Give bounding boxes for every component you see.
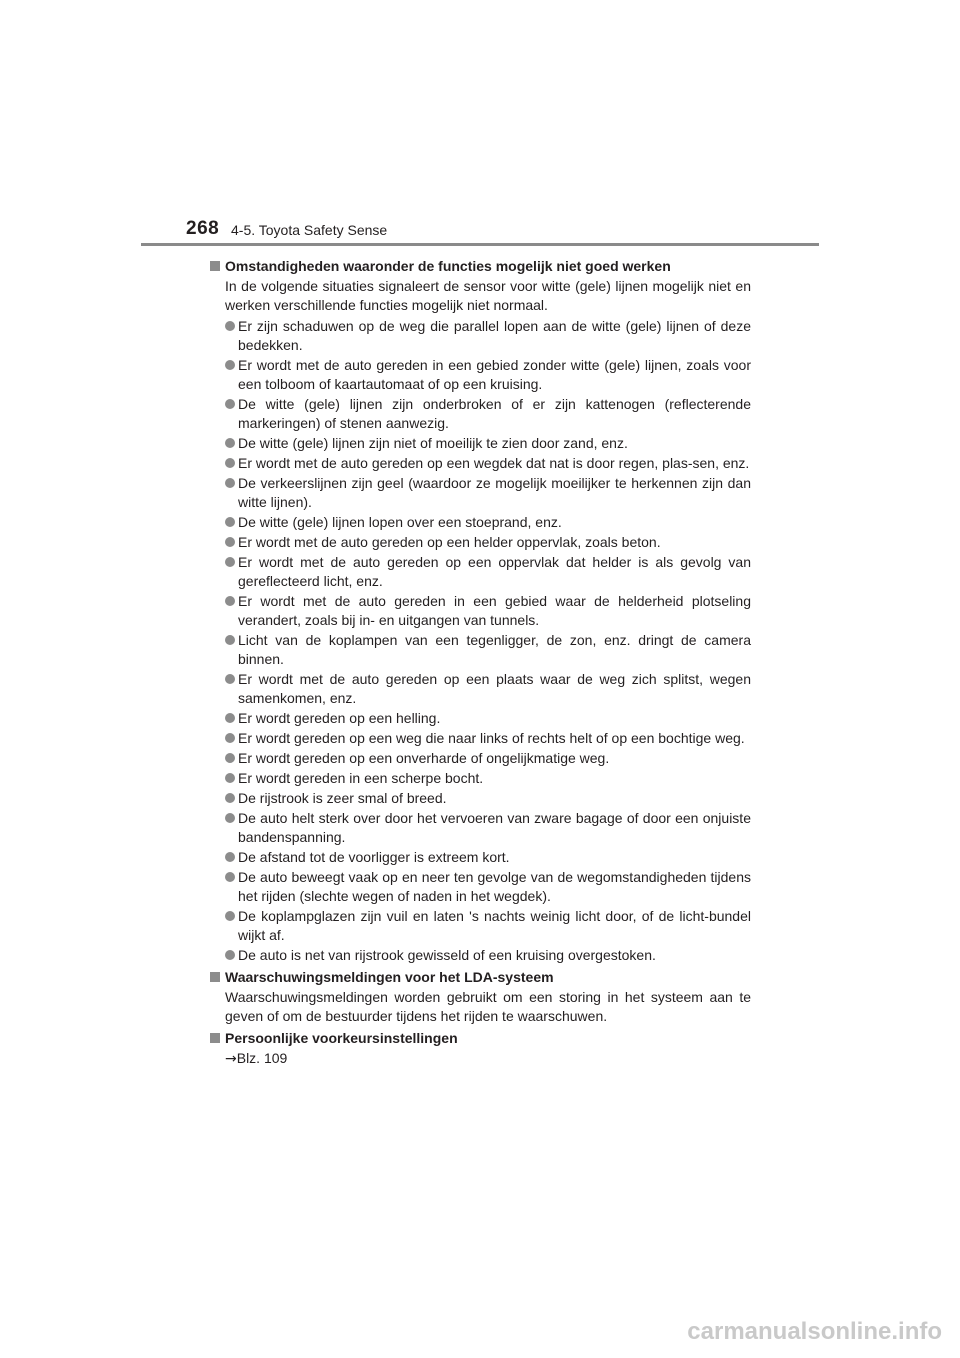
round-bullet-icon — [225, 793, 235, 803]
list-item — [210, 868, 751, 906]
round-bullet-icon — [225, 950, 235, 960]
list-item — [210, 434, 751, 453]
list-item — [210, 553, 751, 591]
section-title: 4-5. Toyota Safety Sense — [231, 222, 388, 238]
list-item — [210, 395, 751, 433]
round-bullet-icon — [225, 635, 235, 645]
round-bullet-icon — [225, 438, 235, 448]
reference-link-text[interactable]: Blz. 109 — [236, 1050, 288, 1066]
list-item — [210, 631, 751, 669]
list-item-text: Er wordt met de auto gereden op een helder oppervlak, zoals beton. — [238, 534, 661, 550]
round-bullet-icon — [225, 360, 235, 370]
condition-list — [210, 317, 751, 965]
list-item-text: Er wordt gereden op een weg die naar links of rechts helt of op een bochtige weg. — [238, 730, 745, 746]
list-item-text: De witte (gele) lijnen zijn onderbroken of er zijn kattenogen (reflecterende markeringen) of stenen aanwezig. — [238, 396, 751, 431]
page-reference[interactable] — [210, 1049, 751, 1069]
list-item — [210, 848, 751, 867]
list-item — [210, 709, 751, 728]
round-bullet-icon — [225, 713, 235, 723]
header-divider — [141, 243, 819, 246]
list-item-text: De witte (gele) lijnen lopen over een stoeprand, enz. — [238, 514, 562, 530]
round-bullet-icon — [225, 911, 235, 921]
list-item — [210, 769, 751, 788]
list-item-text: Er wordt gereden op een helling. — [238, 710, 441, 726]
round-bullet-icon — [225, 537, 235, 547]
list-item — [210, 946, 751, 965]
page-number: 268 — [186, 218, 220, 239]
list-item-text: Er wordt met de auto gereden op een oppervlak dat helder is als gevolg van gereflecteerd licht, enz. — [238, 554, 751, 589]
list-item — [210, 729, 751, 748]
list-item — [210, 317, 751, 355]
round-bullet-icon — [225, 813, 235, 823]
list-item — [210, 533, 751, 552]
section-heading — [210, 1029, 751, 1048]
round-bullet-icon — [225, 458, 235, 468]
heading-text: Omstandigheden waaronder de functies mogelijk niet goed werken — [225, 258, 671, 274]
round-bullet-icon — [225, 478, 235, 488]
list-item-text: Er wordt gereden in een scherpe bocht. — [238, 770, 484, 786]
round-bullet-icon — [225, 733, 235, 743]
list-item — [210, 670, 751, 708]
round-bullet-icon — [225, 872, 235, 882]
list-item — [210, 474, 751, 512]
section-heading — [210, 968, 751, 987]
list-item-text: De afstand tot de voorligger is extreem kort. — [238, 849, 510, 865]
round-bullet-icon — [225, 753, 235, 763]
intro-paragraph: Waarschuwingsmeldingen worden gebruikt om een storing in het systeem aan te geven of om de bestuurder tijdens het rijden te waarschuwen. — [225, 989, 751, 1024]
list-item-text: Er wordt met de auto gereden in een gebied zonder witte (gele) lijnen, zoals voor een tolboom of kaartautomaat of op een kruising. — [238, 357, 751, 392]
list-item-text: Licht van de koplampen van een tegenligger, de zon, enz. dringt de camera binnen. — [238, 632, 751, 667]
list-item-text: Er wordt met de auto gereden op een plaats waar de weg zich splitst, wegen samenkomen, enz. — [238, 671, 751, 706]
round-bullet-icon — [225, 596, 235, 606]
heading-text: Persoonlijke voorkeursinstellingen — [225, 1030, 458, 1046]
list-item — [210, 789, 751, 808]
list-item-text: De auto beweegt vaak op en neer ten gevolge van de wegomstandigheden tijdens het rijden (slechte wegen of naden in het wegdek). — [238, 869, 751, 904]
list-item — [210, 907, 751, 945]
round-bullet-icon — [225, 852, 235, 862]
section-heading — [210, 257, 751, 276]
square-bullet-icon — [210, 261, 220, 271]
list-item — [210, 592, 751, 630]
list-item-text: Er wordt met de auto gereden op een wegdek dat nat is door regen, plas-sen, enz. — [238, 455, 750, 471]
round-bullet-icon — [225, 399, 235, 409]
heading-text: Waarschuwingsmeldingen voor het LDA-systeem — [225, 969, 554, 985]
list-item-text: De rijstrook is zeer smal of breed. — [238, 790, 447, 806]
round-bullet-icon — [225, 674, 235, 684]
list-item — [210, 749, 751, 768]
list-item-text: Er wordt met de auto gereden in een gebied waar de helderheid plotseling verandert, zoals bij in- en uitgangen van tunnels. — [238, 593, 751, 628]
list-item — [210, 809, 751, 847]
site-watermark: carmanualsonline.info — [687, 1318, 942, 1345]
square-bullet-icon — [210, 1033, 220, 1043]
list-item — [210, 454, 751, 473]
list-item-text: De auto is net van rijstrook gewisseld of een kruising overgestoken. — [238, 947, 656, 963]
list-item-text: De auto helt sterk over door het vervoeren van zware bagage of door een onjuiste bandenspanning. — [238, 810, 751, 845]
arrow-right-icon: → — [225, 1051, 237, 1067]
round-bullet-icon — [225, 321, 235, 331]
list-item-text: Er wordt gereden op een onverharde of ongelijkmatige weg. — [238, 750, 610, 766]
list-item-text: De witte (gele) lijnen zijn niet of moeilijk te zien door zand, enz. — [238, 435, 628, 451]
list-item-text: De verkeerslijnen zijn geel (waardoor ze mogelijk moeilijker te herkennen zijn dan witte lijnen). — [238, 475, 751, 510]
round-bullet-icon — [225, 557, 235, 567]
main-content — [210, 254, 751, 1069]
list-item-text: Er zijn schaduwen op de weg die parallel lopen aan de witte (gele) lijnen of deze bedekken. — [238, 318, 751, 353]
round-bullet-icon — [225, 773, 235, 783]
intro-paragraph: In de volgende situaties signaleert de sensor voor witte (gele) lijnen mogelijk niet en werken verschillende functies mogelijk niet normaal. — [225, 278, 751, 313]
round-bullet-icon — [225, 517, 235, 527]
list-item — [210, 356, 751, 394]
square-bullet-icon — [210, 972, 220, 982]
list-item-text: De koplampglazen zijn vuil en laten 's nachts weinig licht door, of de licht-bundel wijkt af. — [238, 908, 751, 943]
list-item — [210, 513, 751, 532]
